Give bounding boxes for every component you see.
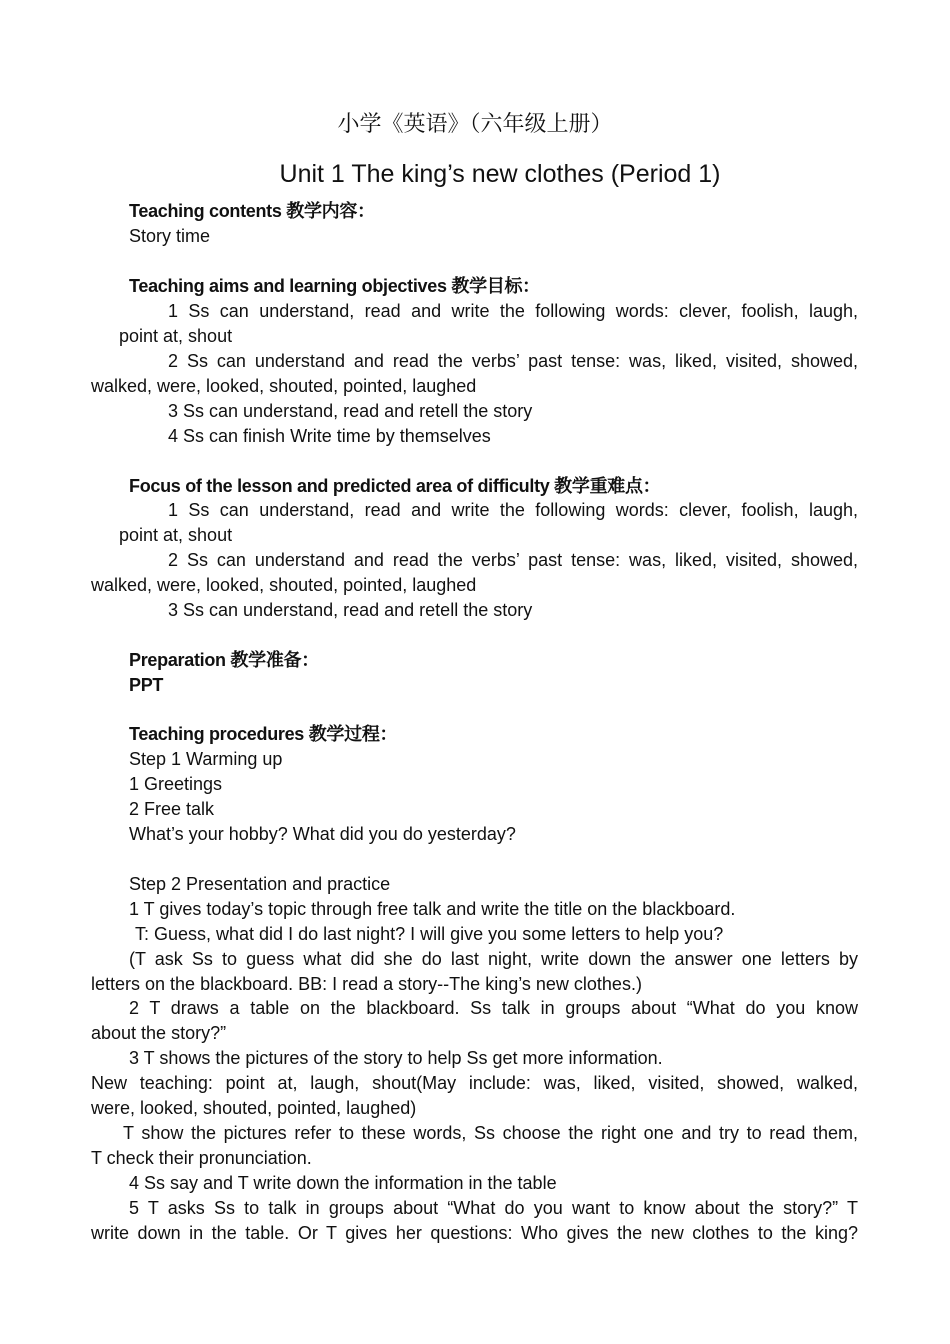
preparation-text: PPT (129, 675, 164, 695)
step-2-item-5-cont: write down in the table. Or T gives her questions: Who gives the new clothes to the king? (91, 1223, 858, 1243)
step-1-item-2: 2 Free talk (129, 799, 215, 819)
focus-heading: Focus of the lesson and predicted area of difficulty 教学重难点： (129, 476, 661, 496)
unit-title: Unit 1 The king’s new clothes (Period 1) (279, 160, 721, 188)
contents-text: Story time (129, 226, 211, 246)
step-2-ask-cont: letters on the blackboard. BB: I read a story--The king’s new clothes.) (91, 974, 642, 994)
step-2-item-2-cont: about the story?” (91, 1023, 227, 1043)
step-2-item-1: 1 T gives today’s topic through free talk and write the title on the blackboard. (129, 899, 736, 919)
aims-item-4: 4 Ss can finish Write time by themselves (168, 426, 491, 446)
course-title-chinese: 小学《英语》（六年级上册） (337, 112, 613, 137)
focus-item-1: 1 Ss can understand, read and write the following words: clever, foolish, laugh, (168, 500, 858, 520)
step-2-guess: T: Guess, what did I do last night? I will give you some letters to help you? (135, 924, 724, 944)
step-2-item-2: 2 T draws a table on the blackboard. Ss talk in groups about “What do you know (129, 998, 858, 1018)
step-2-item-4: 4 Ss say and T write down the information in the table (129, 1173, 557, 1193)
aims-heading: Teaching aims and learning objectives 教学目标： (129, 276, 540, 296)
step-2-new-teaching: New teaching: point at, laugh, shout(May include: was, liked, visited, showed, walked, (91, 1073, 858, 1093)
aims-item-2-cont: walked, were, looked, shouted, pointed, laughed (91, 376, 477, 396)
contents-heading: Teaching contents 教学内容： (129, 201, 375, 221)
aims-item-1: 1 Ss can understand, read and write the following words: clever, foolish, laugh, (168, 301, 858, 321)
step-2-show-cont: T check their pronunciation. (91, 1148, 312, 1168)
preparation-heading: Preparation 教学准备： (129, 650, 319, 670)
step-2-heading: Step 2 Presentation and practice (129, 874, 391, 894)
step-2-ask: (T ask Ss to guess what did she do last night, write down the answer one letters by (129, 949, 858, 969)
focus-item-2: 2 Ss can understand and read the verbs’ past tense: was, liked, visited, showed, (168, 550, 858, 570)
step-2-item-5: 5 T asks Ss to talk in groups about “What do you want to know about the story?” T (129, 1198, 858, 1218)
step-2-item-3: 3 T shows the pictures of the story to help Ss get more information. (129, 1048, 663, 1068)
step-1-item-1: 1 Greetings (129, 774, 223, 794)
aims-item-1-cont: point at, shout (119, 326, 233, 346)
step-1-heading: Step 1 Warming up (129, 749, 283, 769)
step-2-new-teaching-cont: were, looked, shouted, pointed, laughed) (91, 1098, 417, 1118)
step-1-question: What’s your hobby? What did you do yesterday? (129, 824, 516, 844)
focus-item-3: 3 Ss can understand, read and retell the story (168, 600, 533, 620)
procedures-heading: Teaching procedures 教学过程： (129, 724, 398, 744)
focus-item-2-cont: walked, were, looked, shouted, pointed, laughed (91, 575, 477, 595)
aims-item-3: 3 Ss can understand, read and retell the story (168, 401, 533, 421)
focus-item-1-cont: point at, shout (119, 525, 233, 545)
aims-item-2: 2 Ss can understand and read the verbs’ past tense: was, liked, visited, showed, (168, 351, 858, 371)
step-2-show: T show the pictures refer to these words, Ss choose the right one and try to read them, (123, 1123, 858, 1143)
